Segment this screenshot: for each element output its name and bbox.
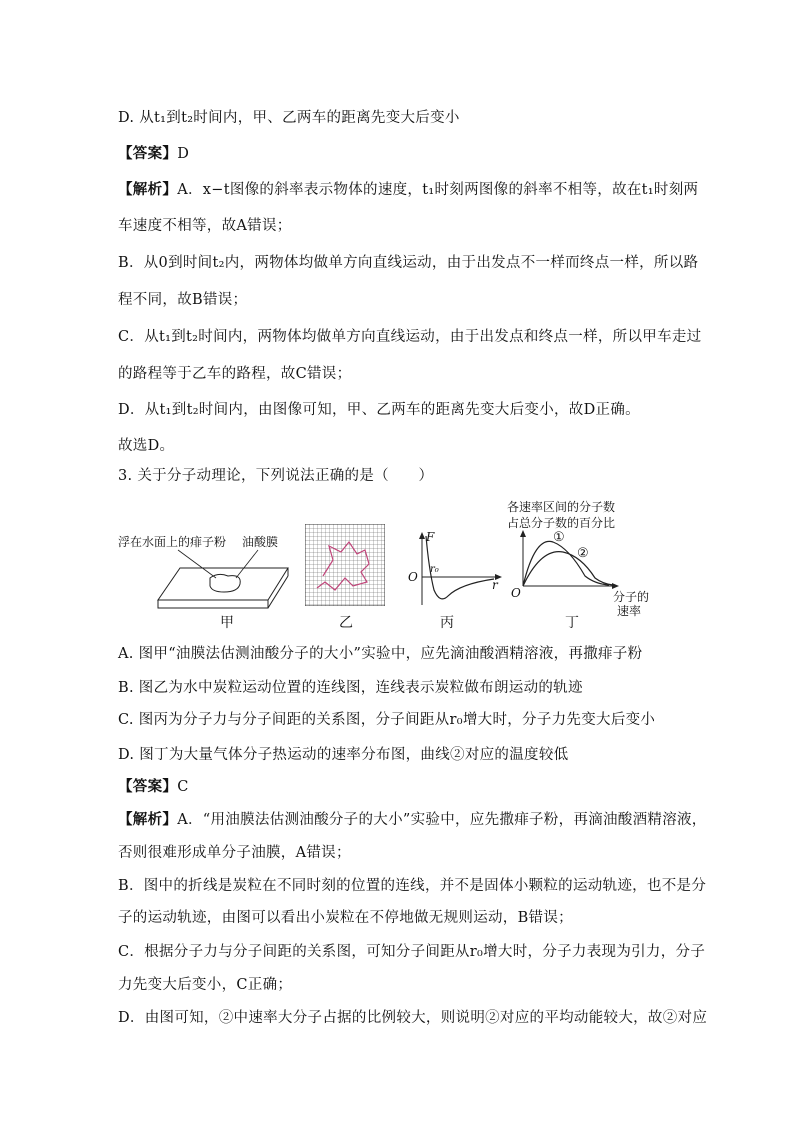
ding-x-label-1: 分子的 [613, 590, 650, 604]
answer-value: C [177, 779, 189, 795]
option-a: A. 图甲“油膜法估测油酸分子的大小”实验中，应先滴油酸酒精溶液，再撒痱子粉 [118, 646, 643, 662]
figure-ding [505, 498, 655, 623]
r0-label: r₀ [430, 564, 439, 575]
option-d: D. 图丁为大量气体分子热运动的速率分布图，曲线②对应的温度较低 [118, 747, 569, 763]
axis-y-label: F [426, 530, 435, 544]
curve-1-label: ① [553, 530, 565, 545]
analysis-2-line-1 [118, 810, 707, 830]
analysis-1-line-7: D．从t₁到t₂时间内，由图像可知，甲、乙两车的距离先变大后变小，故D正确。 [118, 402, 640, 418]
force-distance-graph [404, 530, 504, 610]
ding-title-1: 各速率区间的分子数 [507, 500, 616, 514]
analysis-1-line-3: B．从0到时间t₂内，两物体均做单方向直线运动，由于出发点不一样而终点一样，所以路 [118, 255, 699, 271]
analysis-1-line-5: C．从t₁到t₂时间内，两物体均做单方向直线运动，由于出发点和终点一样，所以甲车走过 [118, 329, 702, 345]
analysis-text: A．“用油膜法估测油酸分子的大小”实验中，应先撒痱子粉，再滴油酸酒精溶液， [177, 812, 707, 828]
curve-2-label: ② [577, 546, 589, 561]
question-3: 3. 关于分子动理论，下列说法正确的是（ ） [118, 468, 434, 484]
analysis-2-line-4: 子的运动轨迹，由图可以看出小炭粒在不停地做无规则运动，B错误； [118, 910, 573, 926]
analysis-2-line-6: 力先变大后变小，C正确； [118, 977, 293, 993]
figure-bing [404, 530, 504, 610]
axis-x-label: r [492, 578, 498, 592]
analysis-text: A．x−t图像的斜率表示物体的速度，t₁时刻两图像的斜率不相等，故在t₁时刻两 [177, 182, 699, 198]
answer-tag: 【答案】 [118, 145, 178, 162]
option-d-previous: D. 从t₁到t₂时间内，甲、乙两车的距离先变大后变小 [118, 110, 460, 126]
ding-origin-label: O [511, 586, 521, 600]
answer-1 [118, 144, 189, 164]
analysis-2-line-5: C．根据分子力与分子间距的关系图，可知分子间距从r₀增大时，分子力表现为引力，分子 [118, 944, 706, 960]
tray-drawing [118, 546, 298, 626]
figure-jia [118, 528, 298, 628]
caption-bing: 丙 [440, 615, 454, 631]
caption-jia: 甲 [220, 615, 234, 631]
ding-title-2: 占总分子数的百分比 [507, 516, 616, 530]
answer-value: D [177, 146, 190, 162]
analysis-2-line-2: 否则很难形成单分子油膜，A错误； [118, 845, 351, 861]
grid-trajectory [305, 524, 385, 606]
label-oil-film: 油酸膜 [242, 535, 279, 549]
figure-yi [305, 524, 385, 606]
option-c: C. 图丙为分子力与分子间距的关系图，分子间距从r₀增大时，分子力先变大后变小 [118, 712, 656, 728]
answer-tag: 【答案】 [118, 778, 178, 795]
answer-2 [118, 777, 189, 797]
ding-x-label-2: 速率 [617, 604, 642, 618]
analysis-tag: 【解析】 [118, 181, 178, 198]
analysis-2-line-3: B．图中的折线是炭粒在不同时刻的位置的连线，并不是固体小颗粒的运动轨迹，也不是分 [118, 878, 707, 894]
analysis-1-line-2: 车速度不相等，故A错误； [118, 218, 292, 234]
analysis-1-line-4: 程不同，故B错误； [118, 292, 248, 308]
caption-yi: 乙 [339, 615, 353, 631]
analysis-1-line-1 [118, 180, 698, 200]
option-b: B. 图乙为水中炭粒运动位置的连线图，连线表示炭粒做布朗运动的轨迹 [118, 680, 583, 696]
label-powder: 浮在水面上的痱子粉 [118, 535, 227, 549]
analysis-tag: 【解析】 [118, 811, 178, 828]
analysis-1-line-8: 故选D。 [118, 438, 175, 454]
origin-label: O [408, 570, 418, 584]
caption-ding: 丁 [565, 615, 579, 631]
analysis-1-line-6: 的路程等于乙车的路程，故C错误； [118, 366, 352, 382]
analysis-2-line-7: D．由图可知，②中速率大分子占据的比例较大，则说明②对应的平均动能较大，故②对应 [118, 1010, 708, 1026]
